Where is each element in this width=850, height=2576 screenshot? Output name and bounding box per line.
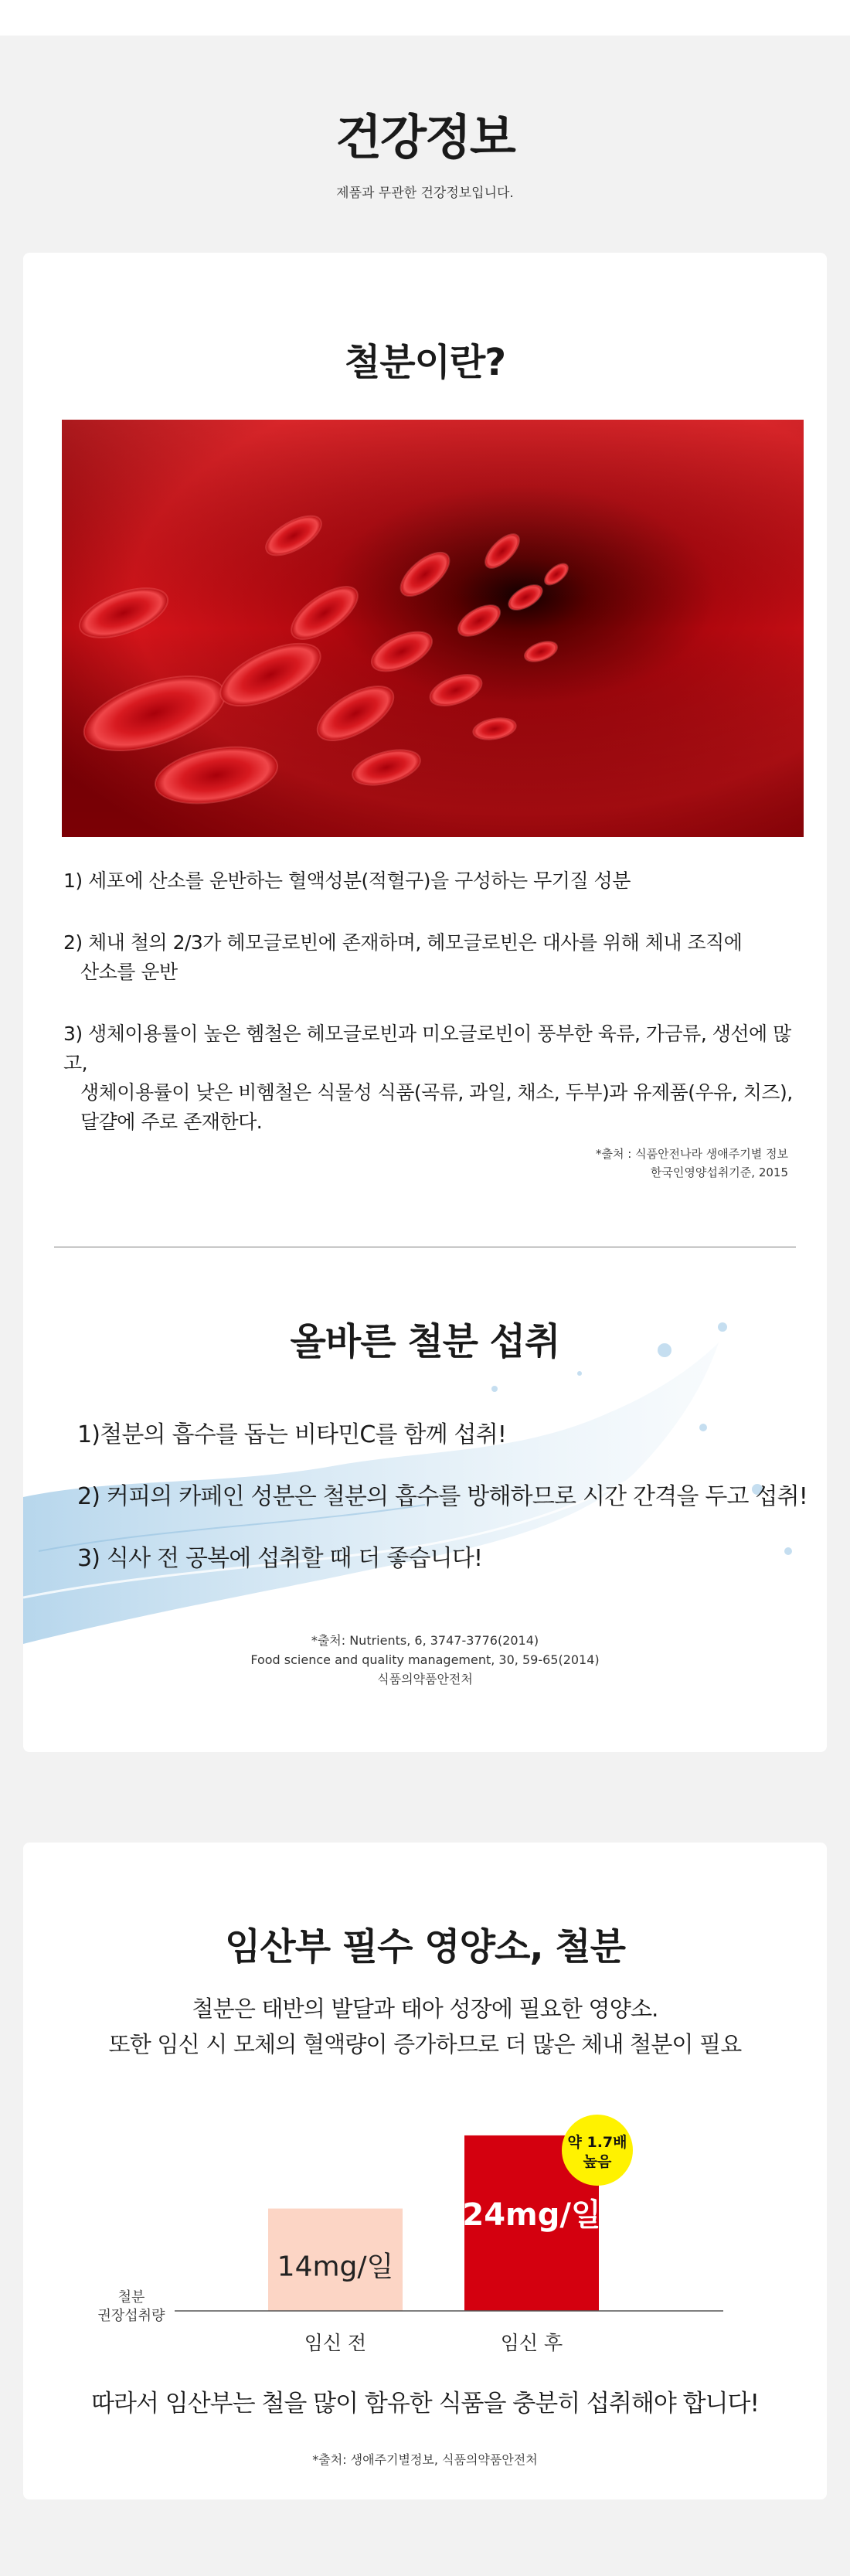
intake-tip-2: 2) 커피의 카페인 성분은 철분의 흡수를 방해하므로 시간 간격을 두고 섭취!: [77, 1483, 808, 1510]
iron-fact-1: 1) 세포에 산소를 운반하는 혈액성분(적혈구)을 구성하는 무기질 성분: [63, 869, 631, 892]
pregnancy-intro-line-2: 또한 임신 시 모체의 혈액량이 증가하므로 더 많은 체내 철분이 필요: [108, 2031, 742, 2057]
iron-fact-3-line-1: 3) 생체이용률이 높은 헴철은 헤모글로빈과 미오글로빈이 풍부한 육류, 가금류, 생선에 많고,: [63, 1023, 791, 1074]
intake-tip-1: 1)철분의 흡수를 돕는 비타민C를 함께 섭취!: [77, 1421, 507, 1448]
pregnancy-intro-line-1: 철분은 태반의 발달과 태아 성장에 필요한 영양소.: [192, 1996, 658, 2022]
iron-fact-2-line-1: 2) 체내 철의 2/3가 헤모글로빈에 존재하며, 헤모글로빈은 대사를 위해 체내 조직에: [63, 931, 743, 954]
red-blood-cells-image: [62, 420, 804, 837]
chart-ylabel-line-1: 철분: [117, 2289, 145, 2305]
iron-fact-3-line-3: 달걀에 주로 존재한다.: [80, 1111, 263, 1133]
iron-fact-3: [63, 1019, 805, 1137]
pregnancy-section-title: 임산부 필수 영양소, 철분: [224, 1925, 626, 1969]
pregnancy-source: *출처: 생애주기별정보, 식품의약품안전처: [312, 2452, 538, 2467]
category-label-1: 임신 후: [500, 2332, 563, 2354]
intake-source: [23, 1631, 827, 1689]
badge-line-2: 높음: [583, 2153, 612, 2170]
intake-source-line-2: Food science and quality management, 30, 59-65(2014): [250, 1652, 600, 1667]
intake-tip-3: 3) 식사 전 공복에 섭취할 때 더 좋습니다!: [77, 1545, 483, 1572]
iron-info-card: [23, 253, 827, 1752]
intake-source-line-3: 식품의약품안전처: [377, 1672, 473, 1686]
bar-value-label-1: 24mg/일: [462, 2197, 601, 2234]
pregnancy-summary: 따라서 임산부는 철을 많이 함유한 식품을 충분히 섭취해야 합니다!: [91, 2390, 759, 2418]
chart-badge: [562, 2115, 633, 2186]
bar-value-label-0: 14mg/일: [277, 2251, 394, 2283]
category-label-0: 임신 전: [304, 2332, 367, 2354]
pregnancy-intro: [23, 1991, 827, 2062]
iron-fact-2: [63, 928, 805, 987]
iron-source-line-2: 한국인영양섭취기준, 2015: [650, 1165, 788, 1179]
intake-source-line-1: *출처: Nutrients, 6, 3747-3776(2014): [311, 1633, 539, 1648]
pregnancy-card: [23, 1843, 827, 2499]
chart-ylabel-line-2: 권장섭취량: [97, 2308, 165, 2324]
iron-source-line-1: *출처 : 식품안전나라 생애주기별 정보: [596, 1147, 788, 1161]
page-subtitle: 제품과 무관한 건강정보입니다.: [336, 185, 514, 201]
badge-line-1: 약 1.7배: [567, 2134, 627, 2151]
intake-section-title: 올바른 철분 섭취: [290, 1320, 560, 1363]
iron-fact-3-line-2: 생체이용률이 낮은 비헴철은 식물성 식품(곡류, 과일, 채소, 두부)과 유제품(우유, 치즈),: [80, 1081, 793, 1104]
iron-source: [596, 1145, 788, 1182]
iron-section-title: 철분이란?: [344, 341, 506, 384]
page-title: 건강정보: [335, 109, 515, 165]
iron-fact-2-line-2: 산소를 운반: [80, 961, 178, 983]
top-strip: [0, 0, 850, 36]
